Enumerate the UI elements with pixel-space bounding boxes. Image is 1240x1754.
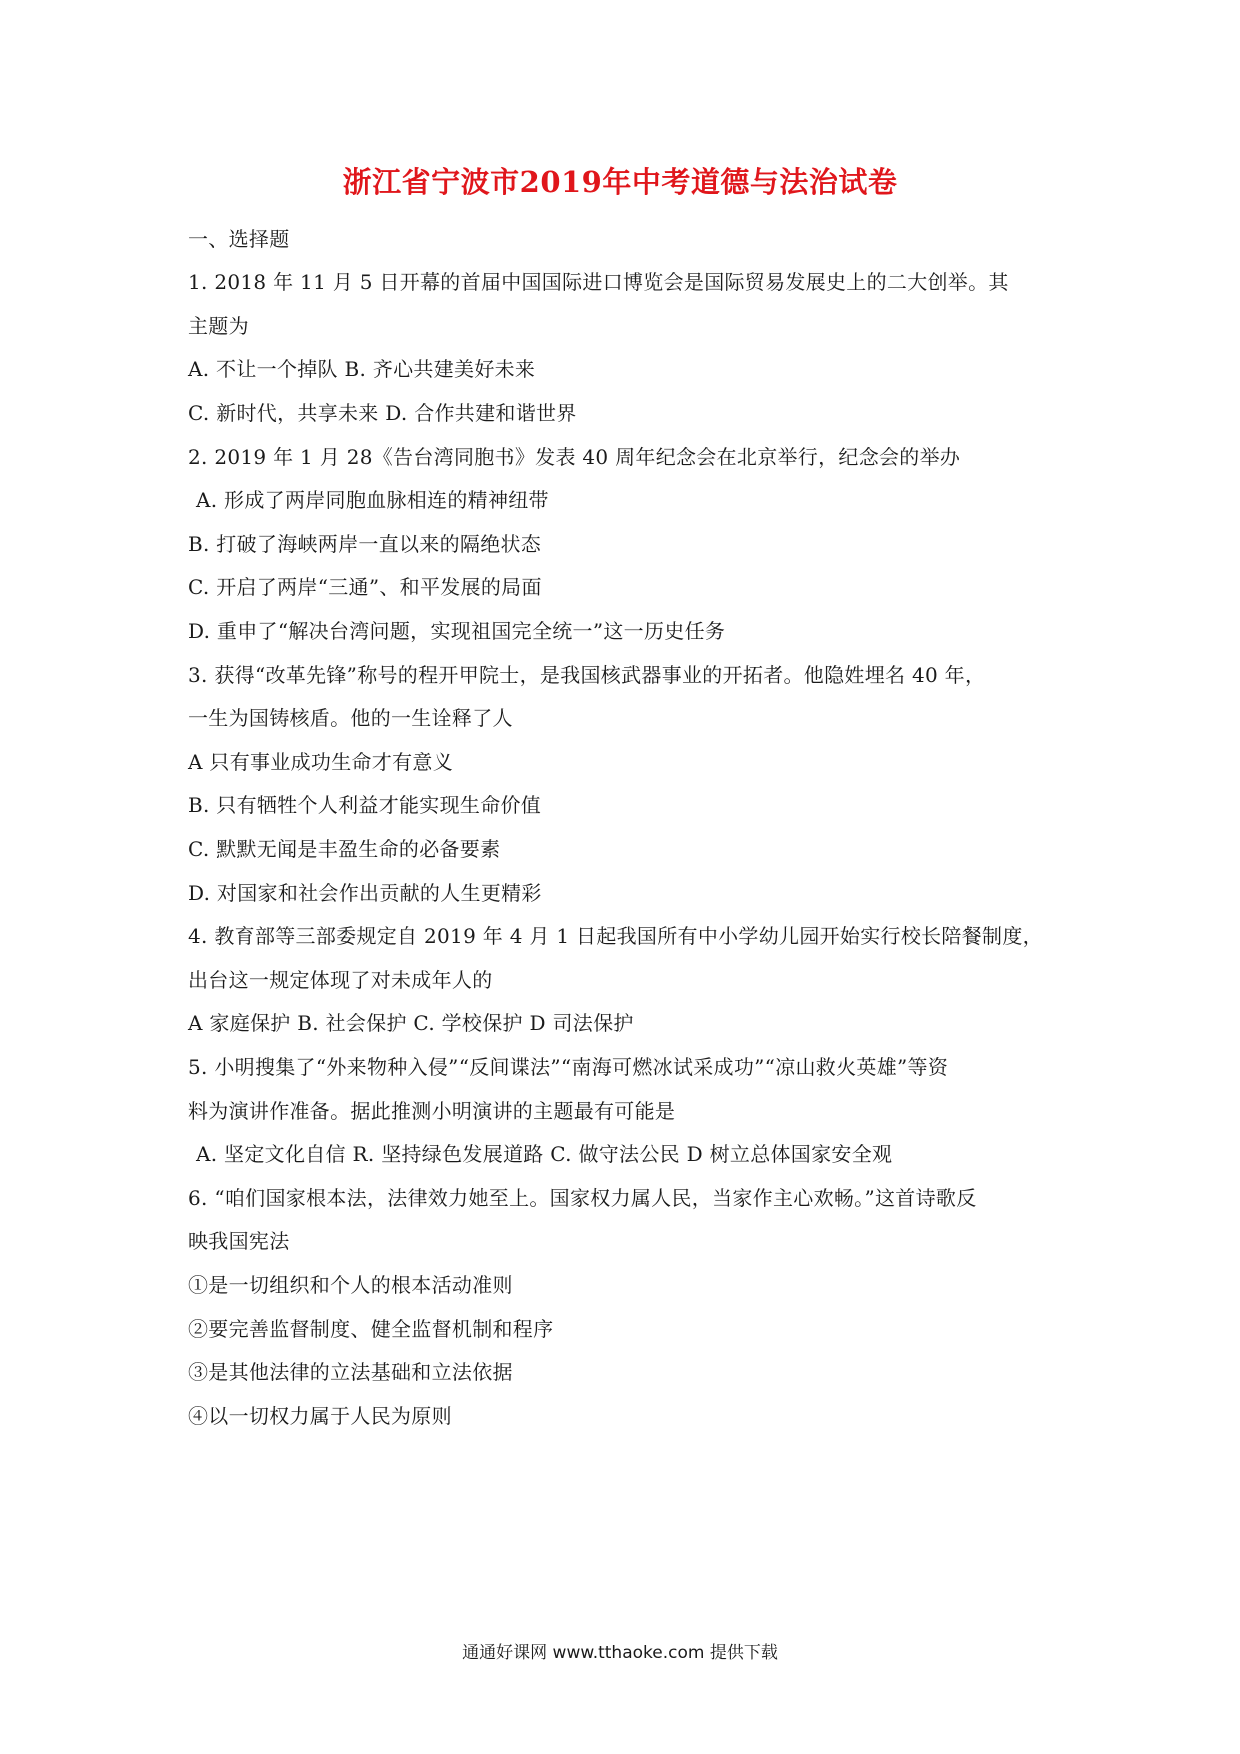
question-6-statement-3: ③是其他法律的立法基础和立法依据 (188, 1360, 513, 1384)
question-6-statement-1: ①是一切组织和个人的根本活动准则 (188, 1273, 513, 1297)
question-3-stem-line-1: 3. 获得“改革先锋”称号的程开甲院士，是我国核武器事业的开拓者。他隐姓埋名 40 年， (188, 663, 986, 687)
question-4-stem-line-1: 4. 教育部等三部委规定自 2019 年 4 月 1 日起我国所有中小学幼儿园开始实行校长陪餐制度， (188, 924, 1043, 948)
question-3-stem-line-2: 一生为国铸核盾。他的一生诠释了人 (188, 706, 513, 730)
question-6-stem-line-1: 6. “咱们国家根本法，法律效力她至上。国家权力属人民，当家作主心欢畅。”这首诗歌反 (188, 1186, 977, 1210)
question-1-stem-line-1: 1. 2018 年 11 月 5 日开幕的首届中国国际进口博览会是国际贸易发展史上的二大创举。其 (188, 270, 1009, 294)
question-3-option-d: D. 对国家和社会作出贡献的人生更精彩 (188, 881, 542, 905)
question-4-options: A 家庭保护 B. 社会保护 C. 学校保护 D 司法保护 (188, 1011, 634, 1035)
question-6-statement-2: ②要完善监督制度、健全监督机制和程序 (188, 1317, 554, 1341)
question-5-stem-line-2: 料为演讲作准备。据此推测小明演讲的主题最有可能是 (188, 1099, 676, 1123)
question-2-option-b: B. 打破了海峡两岸一直以来的隔绝状态 (188, 532, 542, 556)
section-heading: 一、选择题 (188, 227, 290, 251)
question-6-statement-4: ④以一切权力属于人民为原则 (188, 1404, 452, 1428)
question-1-options-cd: C. 新时代，共享未来 D. 合作共建和谐世界 (188, 401, 577, 425)
page-title: 浙江省宁波市2019年中考道德与法治试卷 (342, 165, 898, 199)
question-1-options-ab: A. 不让一个掉队 B. 齐心共建美好未来 (188, 357, 536, 381)
question-2-option-d: D. 重申了“解决台湾问题，实现祖国完全统一”这一历史任务 (188, 619, 726, 643)
question-2-stem: 2. 2019 年 1 月 28《告台湾同胞书》发表 40 周年纪念会在北京举行，纪念会的举办 (188, 445, 961, 469)
question-6-stem-line-2: 映我国宪法 (188, 1229, 290, 1253)
question-5-options: A. 坚定文化自信 R. 坚持绿色发展道路 C. 做守法公民 D 树立总体国家安全观 (196, 1142, 893, 1166)
question-1-stem-line-2: 主题为 (188, 314, 249, 338)
question-3-option-c: C. 默默无闻是丰盈生命的必备要素 (188, 837, 501, 861)
question-5-stem-line-1: 5. 小明搜集了“外来物种入侵”“反间谍法”“南海可燃冰试采成功”“凉山救火英雄”等资 (188, 1055, 949, 1079)
question-3-option-a: A 只有事业成功生命才有意义 (188, 750, 454, 774)
page-footer: 通通好课网 www.tthaoke.com 提供下载 (462, 1643, 778, 1663)
question-2-option-c: C. 开启了两岸“三通”、和平发展的局面 (188, 575, 542, 599)
question-4-stem-line-2: 出台这一规定体现了对未成年人的 (188, 968, 493, 992)
question-3-option-b: B. 只有牺牲个人利益才能实现生命价值 (188, 793, 542, 817)
question-2-option-a: A. 形成了两岸同胞血脉相连的精神纽带 (196, 488, 549, 512)
